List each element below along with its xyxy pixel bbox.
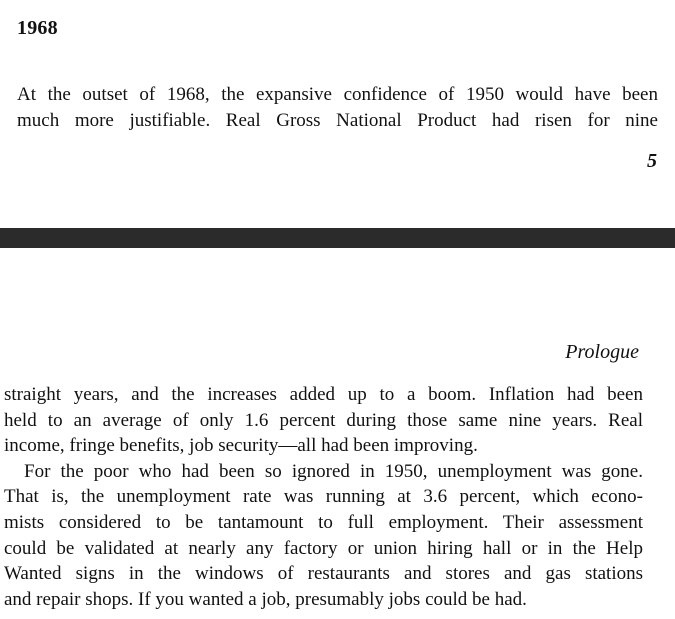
text-line: income, fringe benefits, job security—all had been improving. (4, 435, 478, 457)
text-line: That is, the unemployment rate was running at 3.6 percent, which econo- (4, 486, 643, 508)
text-line: could be validated at nearly any factory or union hiring hall or in the Help (4, 537, 643, 559)
top-paragraph (17, 82, 658, 133)
text-line: Wanted signs in the windows of restaurants and stores and gas stations (4, 563, 643, 585)
text-line: For the poor who had been so ignored in 1950, unemployment was gone. (24, 460, 643, 482)
section-heading: 1968 (17, 17, 58, 39)
running-head: Prologue (565, 341, 639, 363)
page-number: 5 (647, 150, 657, 172)
text-line: At the outset of 1968, the expansive confidence of 1950 would have been (17, 84, 658, 105)
bottom-paragraph (4, 382, 643, 612)
text-line: mists considered to be tantamount to full employment. Their assessment (4, 511, 643, 533)
text-line: straight years, and the increases added up to a boom. Inflation had been (4, 384, 643, 405)
page-divider (0, 228, 675, 248)
text-line: much more justifiable. Real Gross National Product had risen for nine (17, 109, 658, 131)
text-line: and repair shops. If you wanted a job, presumably jobs could be had. (4, 588, 527, 610)
text-line: held to an average of only 1.6 percent during those same nine years. Real (4, 409, 643, 431)
